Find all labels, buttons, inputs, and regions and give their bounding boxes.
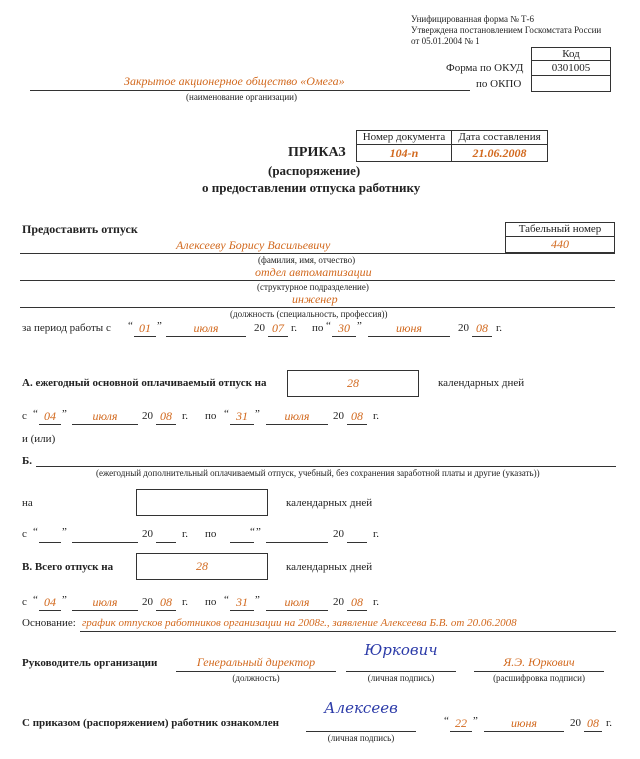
head-position-caption: (должность) — [232, 673, 280, 683]
grant-label: Предоставить отпуск — [22, 222, 138, 236]
doc-date-header: Дата составления — [458, 131, 541, 143]
employee-name-caption: (фамилия, имя, отчество) — [258, 255, 356, 265]
code-header: Код — [562, 48, 580, 60]
doc-purpose: о предоставлении отпуска работнику — [202, 180, 421, 195]
section-a-from-month: июля — [92, 409, 118, 423]
section-a-to-month: июля — [284, 409, 310, 423]
head-label: Руководитель организации — [22, 657, 158, 669]
organization-caption: (наименование организации) — [186, 92, 297, 102]
tab-number: 440 — [551, 237, 569, 251]
basis-text: график отпусков работников организации на 2008г., заявление Алексеева Б.В. от 20.06.2008 — [82, 617, 517, 629]
head-position: Генеральный директор — [196, 655, 316, 669]
employee-department: отдел автоматизации — [255, 265, 372, 279]
section-v-to-day: 31 — [236, 595, 248, 609]
section-v-days-label: календарных дней — [286, 561, 373, 573]
okpo-label: по ОКПО — [476, 78, 522, 90]
period-from-year: 07 — [272, 321, 284, 335]
tab-header-cell — [505, 222, 615, 237]
section-v-from-year: 08 — [160, 595, 172, 609]
organization-name: Закрытое акционерное общество «Омега» — [124, 74, 345, 88]
period-to-month: июня — [396, 321, 422, 335]
ack-signature-caption: (личная подпись) — [327, 733, 395, 743]
ack-signature: Алексеев — [324, 699, 398, 717]
section-v-to-month: июля — [284, 595, 310, 609]
period-from-month: июля — [193, 321, 219, 335]
section-v-to-year: 08 — [351, 595, 363, 609]
head-signature-caption: (личная подпись) — [367, 673, 435, 683]
okud-value: 0301005 — [551, 62, 591, 74]
section-v-from-month: июля — [92, 595, 118, 609]
doc-number: 104-п — [389, 146, 419, 160]
head-signature: Юркович — [364, 641, 438, 659]
section-a-label: А. ежегодный основной оплачиваемый отпуск на — [22, 377, 267, 389]
doc-number-header-cell — [356, 130, 452, 145]
section-a-from-year: 08 — [160, 409, 172, 423]
section-a-from-day: 04 — [44, 409, 56, 423]
section-a-days-box — [287, 370, 419, 397]
ack-month: июня — [511, 716, 537, 730]
period-to-year: 08 — [476, 321, 488, 335]
doc-title: ПРИКАЗ — [288, 145, 346, 160]
tab-header: Табельный номер — [518, 223, 602, 235]
approved-line-2: от 05.01.2004 № 1 — [411, 36, 480, 46]
employee-name: Алексееву Борису Васильевичу — [176, 238, 331, 252]
okud-label: Форма по ОКУД — [446, 62, 524, 74]
doc-date-cell — [451, 144, 548, 162]
doc-subtitle: (распоряжение) — [268, 163, 361, 178]
employee-position-caption: (должность (специальность, профессия)) — [230, 309, 388, 319]
section-b-caption: (ежегодный дополнительный оплачиваемый отпуск, учебный, без сохранения заработной платы и другие (указать)) — [96, 468, 540, 478]
section-b-days-label: календарных дней — [286, 497, 373, 509]
or-label: и (или) — [22, 433, 56, 445]
section-a-days-label: календарных дней — [438, 377, 525, 389]
employee-department-caption: (структурное подразделение) — [257, 282, 369, 292]
section-a-to-day: 31 — [236, 409, 248, 423]
ack-label: С приказом (распоряжением) работник ознакомлен — [22, 717, 279, 729]
employee-position: инженер — [292, 292, 338, 306]
unified-form-label: Унифицированная форма № Т-6 — [411, 14, 535, 24]
approved-line-1: Утверждена постановлением Госкомстата России — [411, 25, 602, 35]
period-to-day: 30 — [338, 321, 350, 335]
code-header-cell — [531, 47, 611, 61]
period-label: за период работы с — [22, 322, 111, 334]
okpo-cell — [531, 75, 611, 92]
doc-number-cell — [356, 144, 452, 162]
doc-number-header: Номер документа — [362, 131, 446, 143]
section-b-label: Б. — [22, 455, 33, 467]
section-a-days: 28 — [347, 376, 359, 390]
section-v-days: 28 — [196, 559, 208, 573]
head-decoding: Я.Э. Юркович — [503, 655, 575, 669]
section-v-from-day: 04 — [44, 595, 56, 609]
section-v-label: В. Всего отпуск на — [22, 561, 114, 573]
doc-date: 21.06.2008 — [472, 146, 527, 160]
head-decoding-caption: (расшифровка подписи) — [493, 673, 585, 683]
doc-date-header-cell — [451, 130, 548, 145]
section-v-days-box — [136, 553, 268, 580]
tab-number-cell — [505, 236, 615, 253]
okud-cell — [531, 60, 611, 76]
ack-year: 08 — [587, 716, 599, 730]
section-b-days-box — [136, 489, 268, 516]
ack-day: 22 — [455, 716, 467, 730]
section-a-to-year: 08 — [351, 409, 363, 423]
basis-label: Основание: — [22, 617, 76, 629]
period-from-day: 01 — [139, 321, 151, 335]
